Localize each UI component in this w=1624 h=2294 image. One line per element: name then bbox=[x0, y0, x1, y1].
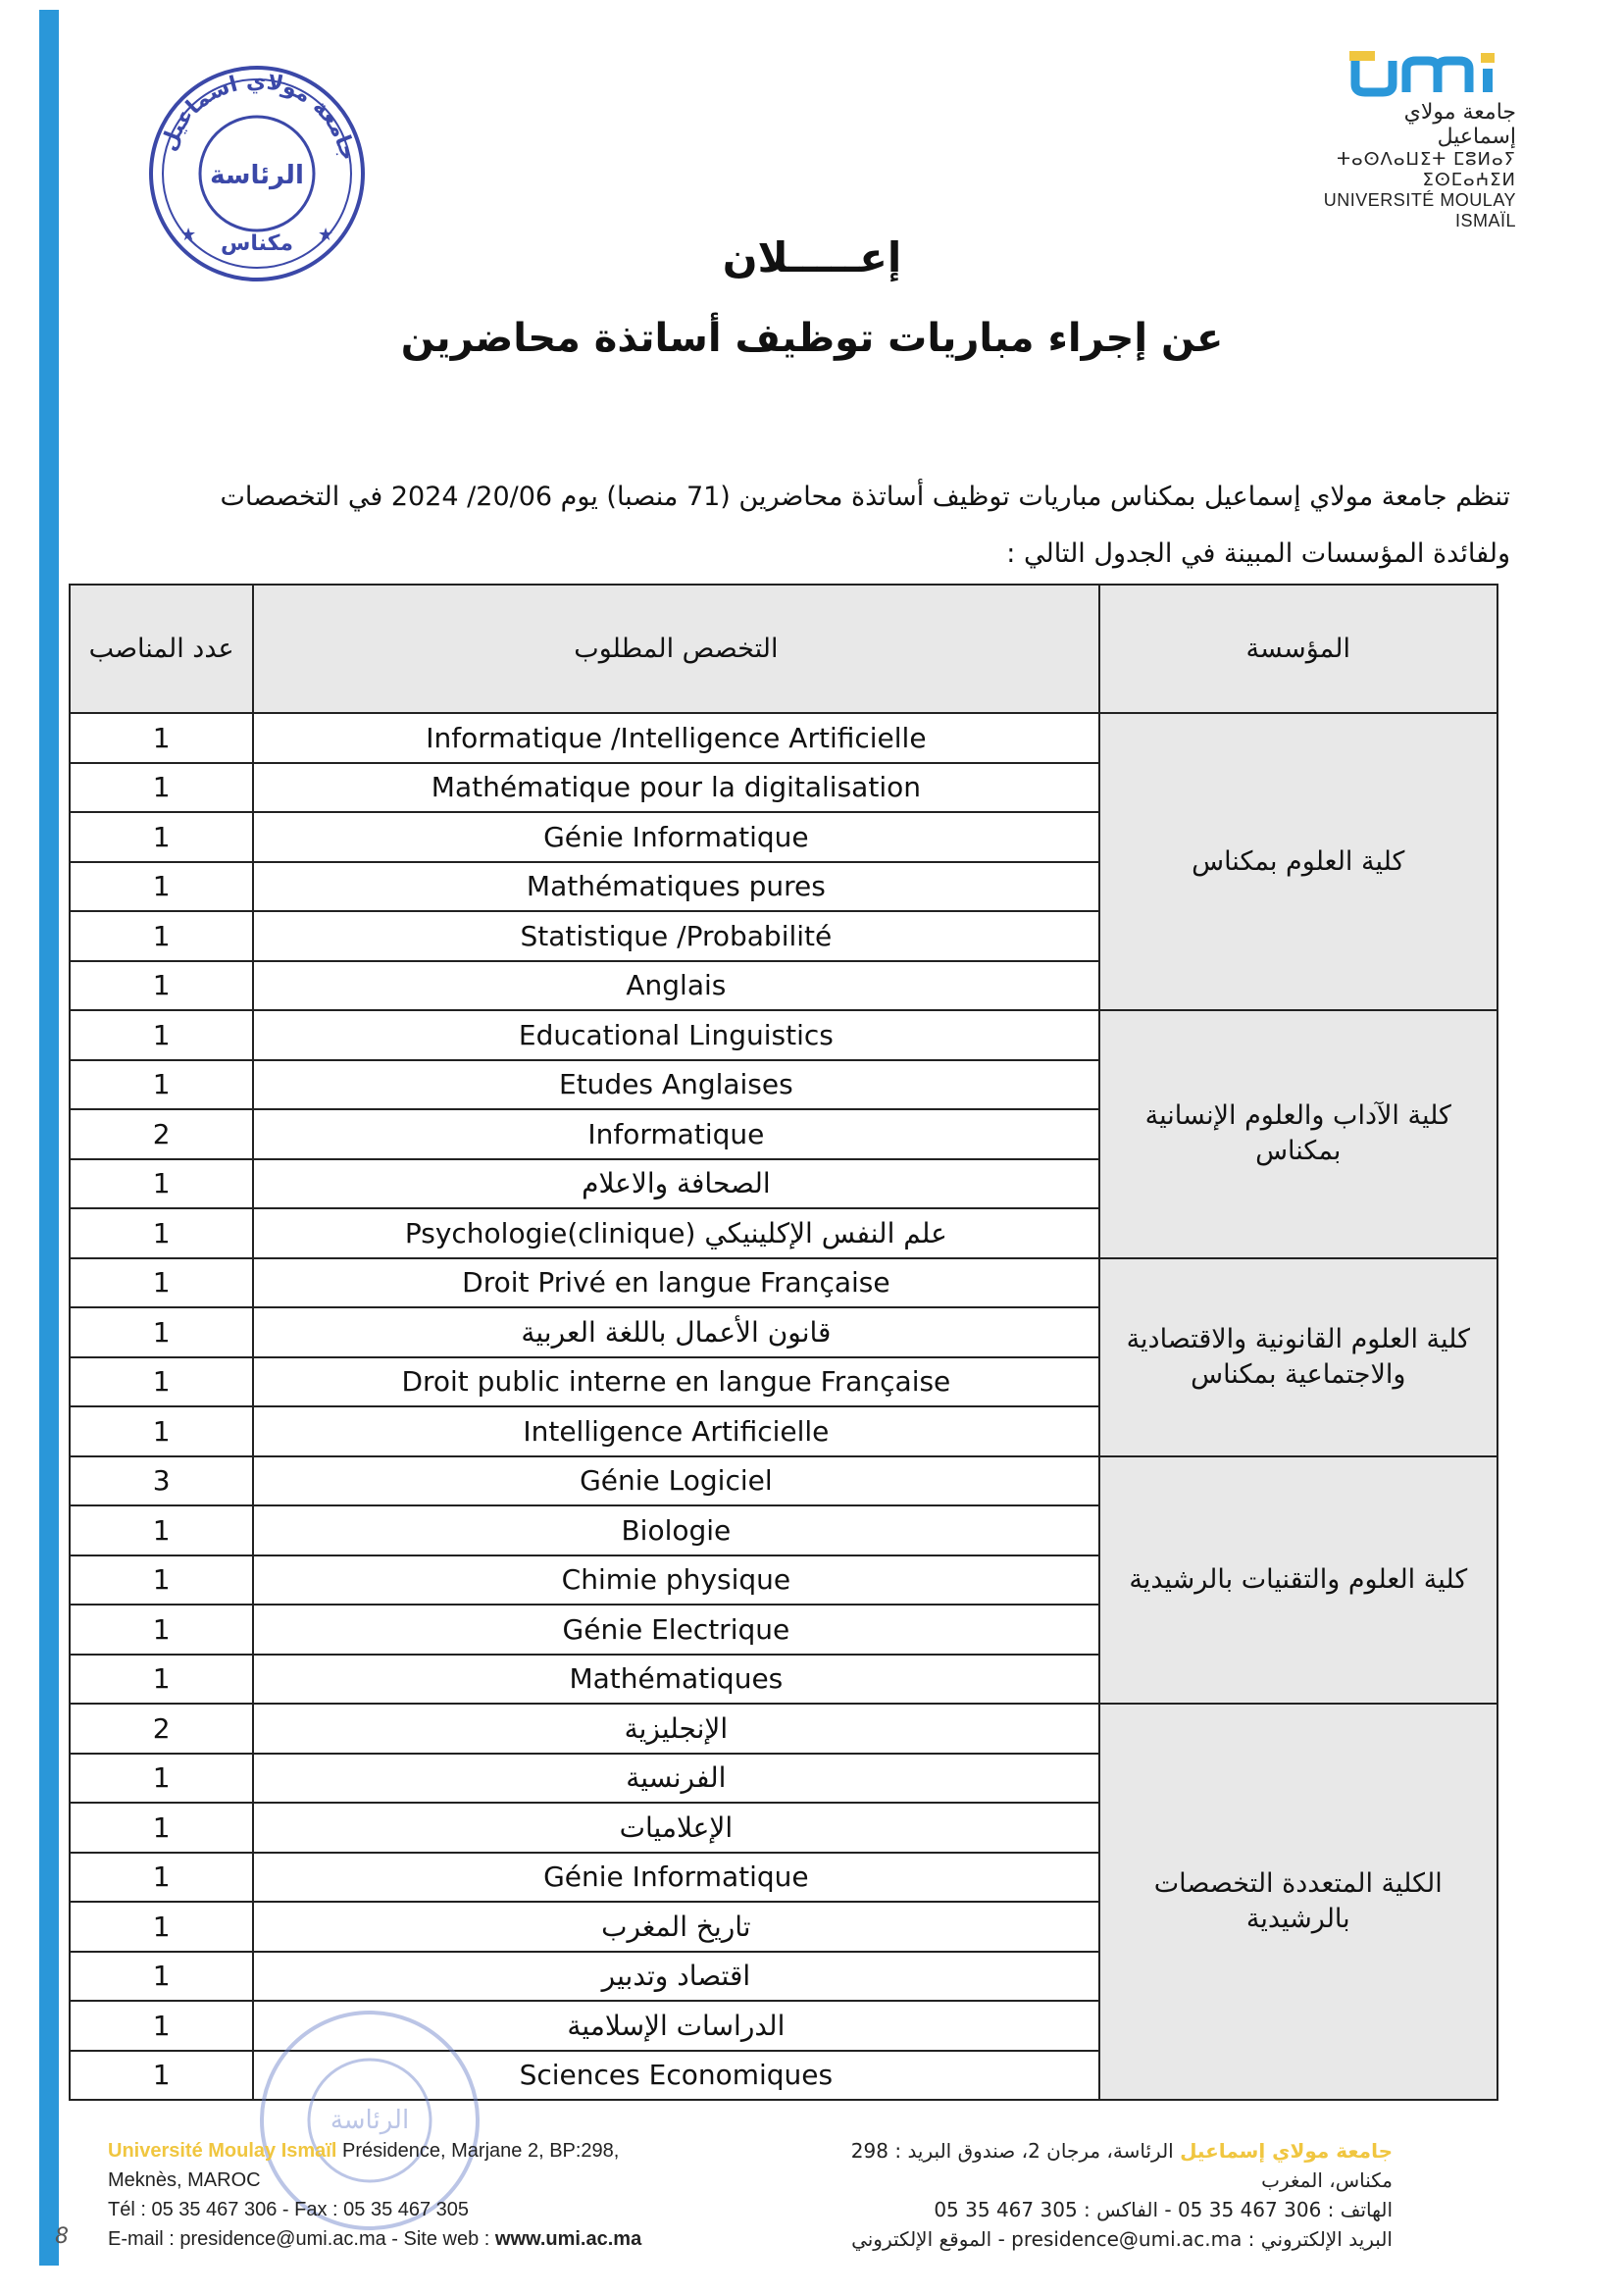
university-logo bbox=[1320, 51, 1516, 231]
specialty: Informatique bbox=[253, 1109, 1098, 1159]
specialty: Droit Privé en langue Française bbox=[253, 1258, 1098, 1308]
footer-email-ar: البريد الإلكتروني : presidence@umi.ac.ma - الموقع الإلكتروني bbox=[851, 2227, 1393, 2251]
announcement-title: إعـــــلان bbox=[722, 233, 902, 281]
footer-email-fr: E-mail : presidence@umi.ac.ma - Site web : bbox=[108, 2228, 495, 2250]
institution: كلية العلوم والتقنيات بالرشيدية bbox=[1099, 1456, 1497, 1705]
positions-count: 1 bbox=[70, 1754, 253, 1804]
specialty: Etudes Anglaises bbox=[253, 1060, 1098, 1110]
svg-text:★: ★ bbox=[180, 225, 197, 245]
positions-count: 2 bbox=[70, 1109, 253, 1159]
specialty: Educational Linguistics bbox=[253, 1010, 1098, 1060]
page-footer bbox=[108, 2136, 1393, 2273]
footer-phone-fr: Tél : 05 35 467 306 - Fax : 05 35 467 305 bbox=[108, 2199, 470, 2220]
intro-paragraph: تنظم جامعة مولاي إسماعيل بمكناس مباريات توظيف أساتذة محاضرين (71 منصبا) يوم 20/06/ 2024 في التخصصات ولفائدة المؤسسات المبينة في الجدول التالي : bbox=[220, 482, 1510, 569]
positions-count: 1 bbox=[70, 1555, 253, 1606]
positions-count: 3 bbox=[70, 1456, 253, 1506]
specialty: Mathématiques pures bbox=[253, 862, 1098, 912]
specialty: Génie Informatique bbox=[253, 1853, 1098, 1903]
footer-address-fr: Présidence, Marjane 2, BP:298, bbox=[336, 2140, 620, 2162]
positions-count: 1 bbox=[70, 911, 253, 961]
logo-name-tifinagh: ⵜⴰⵙⴷⴰⵡⵉⵜ ⵎⵓⵍⴰⵢ ⵉⵙⵎⴰⵄⵉⵍ bbox=[1337, 149, 1516, 190]
page-number: 8 bbox=[55, 2224, 69, 2249]
specialty: Génie Logiciel bbox=[253, 1456, 1098, 1506]
positions-count: 1 bbox=[70, 763, 253, 813]
specialty: Psychologie(clinique) علم النفس الإكلينيكي bbox=[253, 1208, 1098, 1258]
svg-text:جامعة مولاي اسماعيل: جامعة مولاي اسماعيل bbox=[156, 69, 360, 164]
header-specialty: التخصص المطلوب bbox=[253, 585, 1098, 713]
specialty: Génie Informatique bbox=[253, 812, 1098, 862]
svg-text:الرئاسة: الرئاسة bbox=[330, 2106, 410, 2135]
specialty: الصحافة والاعلام bbox=[253, 1159, 1098, 1209]
specialty: Génie Electrique bbox=[253, 1605, 1098, 1655]
table-row bbox=[70, 1010, 1497, 1060]
specialty: الإعلاميات bbox=[253, 1803, 1098, 1853]
footer-city-fr: Meknès, MAROC bbox=[108, 2169, 261, 2191]
specialty: تاريخ المغرب bbox=[253, 1902, 1098, 1952]
table-row bbox=[70, 1456, 1497, 1506]
specialty: Informatique /Intelligence Artificielle bbox=[253, 713, 1098, 763]
footer-address-ar: الرئاسة، مرجان 2، صندوق البريد : 298 bbox=[850, 2139, 1181, 2163]
table-header-row bbox=[70, 585, 1497, 713]
specialty: Droit public interne en langue Française bbox=[253, 1357, 1098, 1407]
specialty: Statistique /Probabilité bbox=[253, 911, 1098, 961]
positions-count: 2 bbox=[70, 1704, 253, 1754]
positions-count: 1 bbox=[70, 812, 253, 862]
header-institution: المؤسسة bbox=[1099, 585, 1497, 713]
positions-count: 1 bbox=[70, 961, 253, 1011]
umi-logo-mark bbox=[1349, 51, 1516, 98]
institution: كلية الآداب والعلوم الإنسانية بمكناس bbox=[1099, 1010, 1497, 1258]
specialty: قانون الأعمال باللغة العربية bbox=[253, 1307, 1098, 1357]
positions-count: 1 bbox=[70, 862, 253, 912]
specialty: الإنجليزية bbox=[253, 1704, 1098, 1754]
positions-count: 1 bbox=[70, 713, 253, 763]
specialty: Intelligence Artificielle bbox=[253, 1406, 1098, 1456]
positions-count: 1 bbox=[70, 1952, 253, 2002]
specialty: Biologie bbox=[253, 1505, 1098, 1555]
table-row bbox=[70, 1258, 1497, 1308]
institution: كلية العلوم القانونية والاقتصادية والاجتماعية بمكناس bbox=[1099, 1258, 1497, 1456]
positions-count: 1 bbox=[70, 1803, 253, 1853]
positions-count: 1 bbox=[70, 1655, 253, 1705]
table-row bbox=[70, 1704, 1497, 1754]
svg-text:مكناس: مكناس bbox=[220, 231, 294, 256]
positions-count: 1 bbox=[70, 1357, 253, 1407]
positions-count: 1 bbox=[70, 1208, 253, 1258]
footer-city-ar: مكناس، المغرب bbox=[1261, 2168, 1393, 2192]
footer-website-link[interactable]: www.umi.ac.ma bbox=[494, 2228, 642, 2250]
specialty: Anglais bbox=[253, 961, 1098, 1011]
specialty: الدراسات الإسلامية bbox=[253, 2001, 1098, 2051]
footer-arabic bbox=[804, 2136, 1393, 2254]
specialty: Mathématique pour la digitalisation bbox=[253, 763, 1098, 813]
logo-name-arabic: جامعة مولاي إسماعيل bbox=[1403, 100, 1516, 149]
svg-text:★: ★ bbox=[318, 225, 334, 245]
specialty: Chimie physique bbox=[253, 1555, 1098, 1606]
positions-table bbox=[69, 584, 1498, 2101]
positions-count: 1 bbox=[70, 2051, 253, 2101]
positions-count: 1 bbox=[70, 1605, 253, 1655]
positions-count: 1 bbox=[70, 1307, 253, 1357]
table-body bbox=[70, 713, 1497, 2100]
logo-name-french: UNIVERSITÉ MOULAY ISMAÏL bbox=[1323, 190, 1516, 230]
specialty: Mathématiques bbox=[253, 1655, 1098, 1705]
positions-count: 1 bbox=[70, 1505, 253, 1555]
footer-university-name-ar: جامعة مولاي إسماعيل bbox=[1180, 2139, 1393, 2163]
institution: الكلية المتعددة التخصصات بالرشيدية bbox=[1099, 1704, 1497, 2100]
positions-count: 1 bbox=[70, 1902, 253, 1952]
header-count: عدد المناصب bbox=[70, 585, 253, 713]
footer-french bbox=[108, 2136, 814, 2254]
footer-phone-ar: الهاتف : 306 467 35 05 - الفاكس : 305 467 35 05 bbox=[934, 2198, 1393, 2221]
positions-count: 1 bbox=[70, 1853, 253, 1903]
positions-count: 1 bbox=[70, 1060, 253, 1110]
institution: كلية العلوم بمكناس bbox=[1099, 713, 1497, 1010]
specialty: الفرنسية bbox=[253, 1754, 1098, 1804]
positions-count: 1 bbox=[70, 2001, 253, 2051]
specialty: Sciences Economiques bbox=[253, 2051, 1098, 2101]
positions-count: 1 bbox=[70, 1258, 253, 1308]
positions-count: 1 bbox=[70, 1406, 253, 1456]
table-row bbox=[70, 713, 1497, 763]
positions-count: 1 bbox=[70, 1159, 253, 1209]
announcement-subtitle: عن إجراء مباريات توظيف أساتذة محاضرين bbox=[400, 316, 1224, 361]
svg-text:الرئاسة: الرئاسة bbox=[210, 161, 304, 190]
specialty: اقتصاد وتدبير bbox=[253, 1952, 1098, 2002]
positions-count: 1 bbox=[70, 1010, 253, 1060]
footer-university-name-fr: Université Moulay Ismaïl bbox=[108, 2140, 337, 2162]
